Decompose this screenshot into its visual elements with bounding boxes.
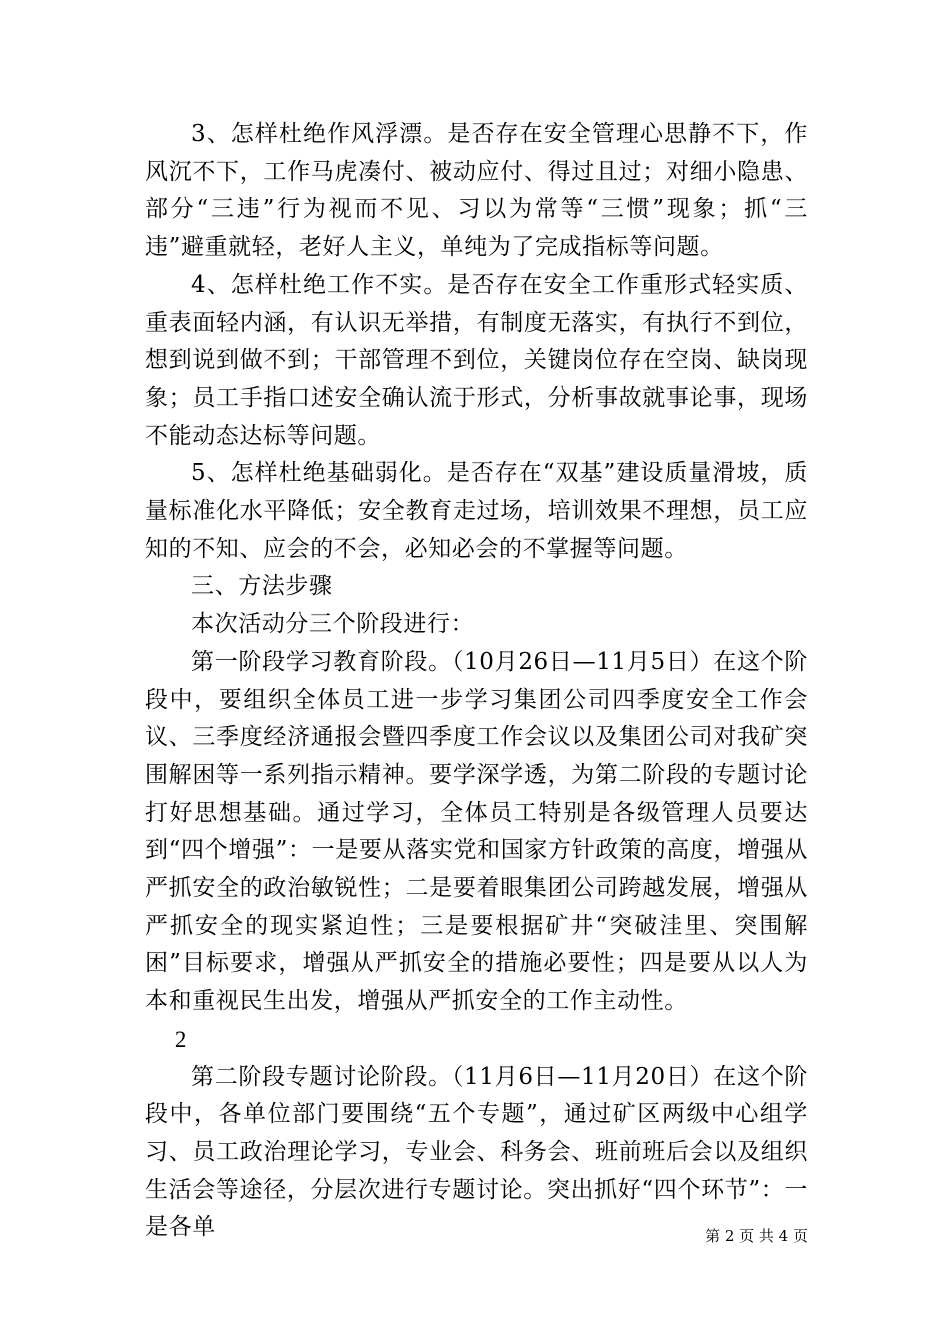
paragraph-item-3: 3、怎样杜绝作风浮漂。是否存在安全管理心思静不下，作风沉不下，工作马虎凑付、被动应付、得过且过；对细小隐患、部分“三违”行为视而不见、习以为常等“三惯”现象；抓“三违”避重就轻，老好人主义，单纯为了完成指标等问题。 [145, 121, 808, 261]
document-body [145, 116, 808, 1247]
page-footer: 第 2 页 共 4 页 [705, 1227, 808, 1245]
section-heading-methods: 三、方法步骤 [191, 573, 333, 600]
paragraph-stage-one: 第一阶段学习教育阶段。（10月26日—11月5日）在这个阶段中，要组织全体员工进一步学习集团公司四季度安全工作会议、三季度经济通报会暨四季度工作会议以及集团公司对我矿突围解困等一系列指示精神。要学深学透，为第二阶段的专题讨论打好思想基础。通过学习，全体员工特别是各级管理人员要达到“四个增强”：一是要从落实党和国家方针政策的高度，增强从严抓安全的政治敏锐性；二是要着眼集团公司跨越发展，增强从严抓安全的现实紧迫性；三是要根据矿井“突破洼里、突围解困”目标要求，增强从严抓安全的措施必要性；四是要从以人为本和重视民生出发，增强从严抓安全的工作主动性。 [145, 648, 808, 1015]
paragraph-stage-two: 第二阶段专题讨论阶段。（11月6日—11月20日）在这个阶段中，各单位部门要围绕“五个专题”，通过矿区两级中心组学习、员工政治理论学习，专业会、科务会、班前班后会以及组织生活会等途径，分层次进行专题讨论。突出抓好“四个环节”：一是各单 [145, 1063, 808, 1241]
paragraph-item-5: 5、怎样杜绝基础弱化。是否存在“双基”建设质量滑坡，质量标准化水平降低；安全教育走过场，培训效果不理想，员工应知的不知、应会的不会，必知必会的不掌握等问题。 [145, 460, 808, 562]
paragraph-item-4: 4、怎样杜绝工作不实。是否存在安全工作重形式轻实质、重表面轻内涵，有认识无举措，有制度无落实，有执行不到位，想到说到做不到；干部管理不到位，关键岗位存在空岗、缺岗现象；员工手指口述安全确认流于形式，分析事故就事论事，现场不能动态达标等问题。 [145, 271, 808, 449]
paragraph-stages-intro: 本次活动分三个阶段进行： [191, 611, 475, 638]
inline-page-number: 2 [174, 1026, 187, 1052]
